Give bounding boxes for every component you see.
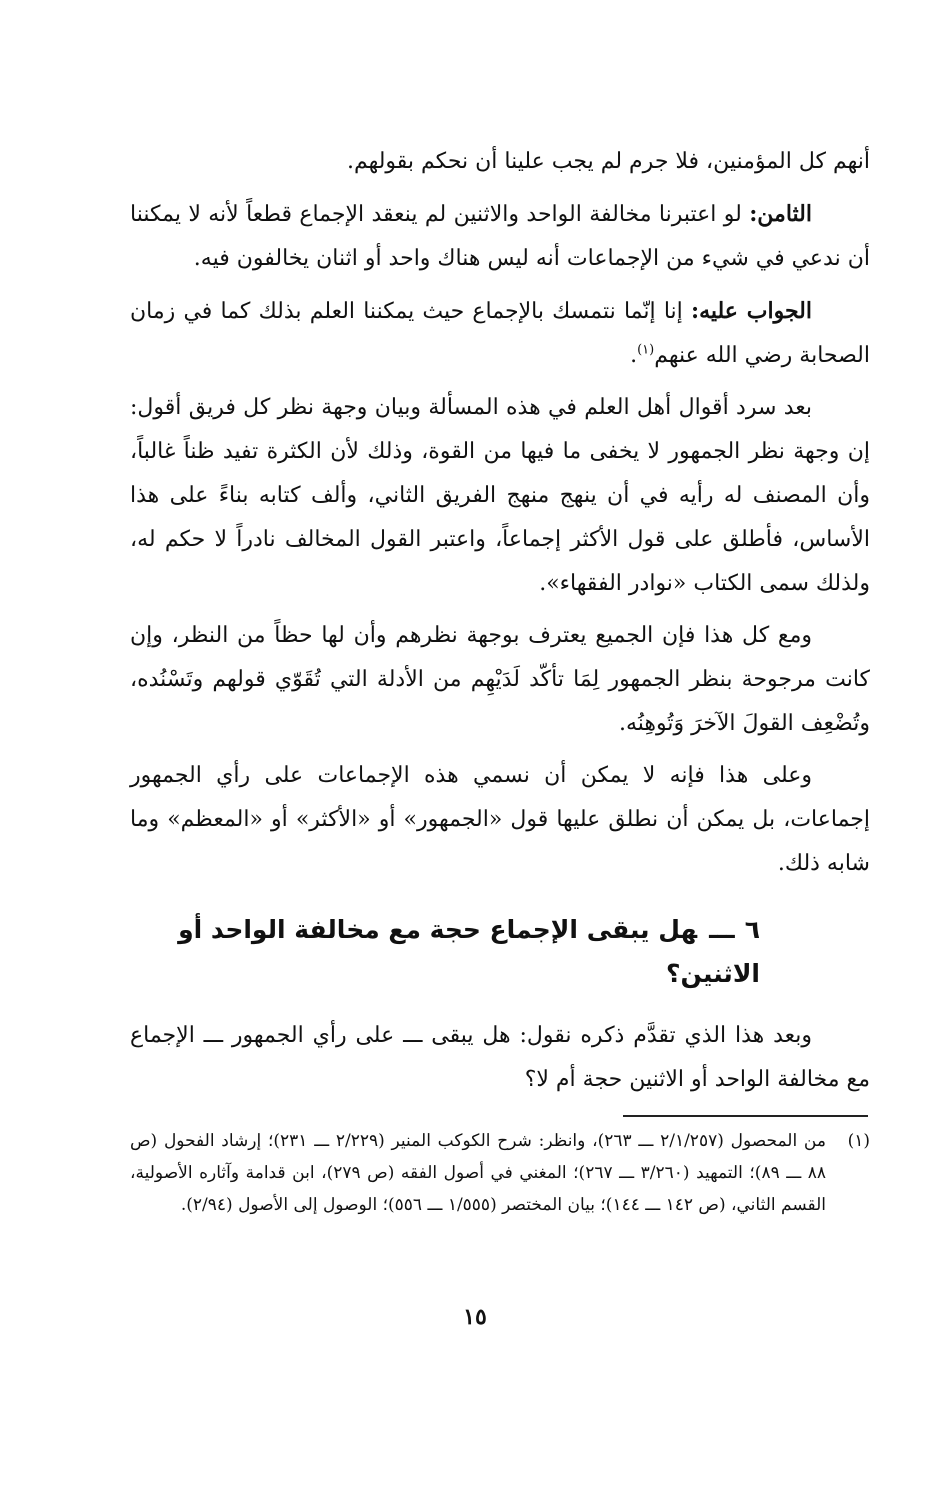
- footnote-divider: [623, 1115, 868, 1117]
- footnote-reference[interactable]: (١): [637, 342, 655, 358]
- paragraph-text: ومع كل هذا فإن الجميع يعترف بوجهة نظرهم وأن لها حظاً من النظر، وإن كانت مرجوحة بنظر الجمهور لِمَا تأكّد لَدَيْهِم من الأدلة التي تُقَوّي قولهم وتَسْنُده، وتُضْعِف القولَ الآخرَ وَتُوهِنُه.: [130, 623, 870, 736]
- paragraph-2: [130, 192, 870, 281]
- section-number: ٦: [744, 915, 760, 944]
- section-title: هل يبقى الإجماع حجة مع مخالفة الواحد أو الاثنين؟: [178, 915, 760, 988]
- paragraph-text: وبعد هذا الذي تقدَّم ذكره نقول: هل يبقى ـــ على رأي الجمهور ـــ الإجماع مع مخالفة الواحد أو الاثنين حجة أم لا؟: [130, 1023, 870, 1092]
- paragraph-text: إنا إنّما نتمسك بالإجماع حيث يمكننا العلم بذلك كما في زمان الصحابة رضي الله عنهم: [130, 299, 870, 368]
- closing-paragraph: [130, 1014, 870, 1102]
- footnote-1: [130, 1125, 870, 1221]
- section-dash: ـــ: [709, 915, 735, 944]
- paragraph-lead: الجواب عليه:: [690, 298, 812, 324]
- paragraph-text: بعد سرد أقوال أهل العلم في هذه المسألة وبيان وجهة نظر كل فريق أقول: إن وجهة نظر الجمهور لا يخفى ما فيها من القوة، وذلك لأن الكثرة تفيد ظناً غالباً، وأن المصنف له رأيه في أن ينهج منهج الفريق الثاني، وألف كتابه بناءً على هذا الأساس، فأطلق على قول الأكثر إجماعاً، واعتبر القول المخالف نادراً لا حكم له، ولذلك سمى الكتاب «نوادر الفقهاء».: [130, 395, 870, 596]
- footnote-number: (١): [847, 1131, 870, 1151]
- page-number: ١٥: [463, 1304, 487, 1330]
- paragraph-text: وعلى هذا فإنه لا يمكن أن نسمي هذه الإجماعات على رأي الجمهور إجماعات، بل يمكن أن نطلق عليها قول «الجمهور» أو «الأكثر» أو «المعظم» وما شابه ذلك.: [130, 763, 870, 876]
- footnotes: [130, 1125, 870, 1221]
- paragraph-tail: .: [630, 343, 638, 368]
- paragraph-5: [130, 614, 870, 746]
- paragraph-1: [130, 140, 870, 184]
- paragraph-lead: الثامن:: [749, 201, 812, 227]
- paragraph-3: [130, 289, 870, 378]
- paragraph-text: لو اعتبرنا مخالفة الواحد والاثنين لم ينعقد الإجماع قطعاً لأنه لا يمكننا أن ندعي في شيء من الإجماعات أنه ليس هناك واحد أو اثنان يخالفون فيه.: [130, 202, 870, 271]
- paragraph-text: أنهم كل المؤمنين، فلا جرم لم يجب علينا أن نحكم بقولهم.: [346, 149, 870, 174]
- paragraph-4: [130, 386, 870, 606]
- paragraph-6: [130, 754, 870, 886]
- section-heading: [130, 908, 870, 996]
- main-text: [130, 140, 870, 1110]
- footnote-text: من المحصول (٢/١/٢٥٧ ـــ ٢٦٣)، وانظر: شرح الكوكب المنير (٢/٢٢٩ ـــ ٢٣١)؛ إرشاد الفحول (ص ٨٨ ـــ ٨٩)؛ التمهيد (٣/٢٦٠ ـــ ٢٦٧)؛ المغني في أصول الفقه (ص ٢٧٩)، ابن قدامة وآثاره الأصولية، القسم الثاني، (ص ١٤٢ ـــ ١٤٤)؛ بيان المختصر (١/٥٥٥ ـــ ٥٥٦)؛ الوصول إلى الأصول (٢/٩٤).: [130, 1131, 827, 1215]
- margin-mark: [900, 1075, 902, 1095]
